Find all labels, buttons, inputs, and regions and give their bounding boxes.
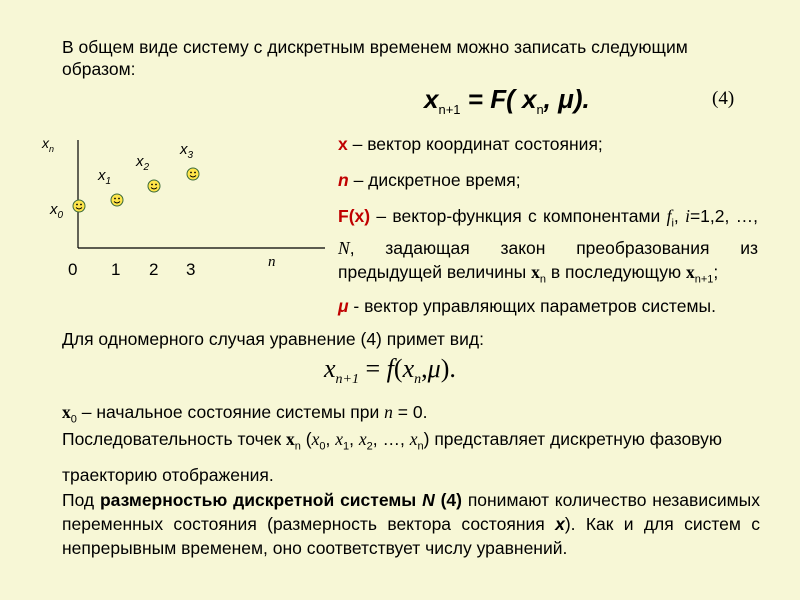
def-F-range: =1,2, …, bbox=[689, 206, 758, 226]
formula-mu: μ bbox=[558, 84, 574, 114]
def-n-text: – дискретное время; bbox=[348, 170, 521, 190]
formula-lhs-var: x bbox=[424, 84, 439, 114]
equation-number: (4) bbox=[712, 88, 735, 109]
tick-2: 2 bbox=[149, 260, 159, 279]
point-label-x3: $x_3$ bbox=[180, 141, 194, 161]
phase-plot bbox=[40, 130, 330, 290]
one-dim-text: Для одномерного случая уравнение (4) примет вид: bbox=[62, 329, 484, 349]
def-F-symbol: F(x) bbox=[338, 206, 371, 226]
point-label-x0: $x_0$ bbox=[50, 201, 64, 221]
one-dim-formula: $x_{n+1} = f(x_n,\mu)$. bbox=[324, 354, 456, 388]
formula-equals: = bbox=[467, 84, 483, 114]
def-x-symbol: x bbox=[338, 134, 348, 154]
x0-line: $x_0$ – начальное состояние системы при n = 0. bbox=[62, 402, 428, 426]
def-F-text2: , задающая закон преобразования из предыдущей величины bbox=[338, 237, 758, 282]
formula-lhs-sub: n+1 bbox=[438, 102, 461, 118]
main-formula bbox=[424, 84, 590, 117]
formula-arg1-var: x bbox=[521, 84, 537, 114]
point-label-x1: $x_1$ bbox=[98, 167, 112, 187]
tick-3: 3 bbox=[186, 260, 196, 279]
dimension-term: размерностью дискретной системы bbox=[99, 490, 417, 510]
def-F-xn: x bbox=[531, 261, 540, 282]
def-mu bbox=[338, 294, 758, 318]
def-mu-text: - вектор управляющих параметров системы. bbox=[348, 296, 716, 316]
sequence-line: Последовательность точек $x_n$ ($x_0$, $x_1$, $x_2$, …, $x_n$) представляет дискретную фазовую траекторию отображения. bbox=[62, 429, 722, 485]
smiley-icon-x1 bbox=[111, 194, 123, 206]
y-axis-label-sub: n bbox=[49, 144, 55, 154]
def-F-fi-sub: i bbox=[671, 217, 674, 230]
def-F-text1: – вектор-функция с компонентами bbox=[370, 206, 667, 226]
intro-text: В общем виде систему с дискретным временем можно записать следующим образом: bbox=[62, 37, 688, 79]
smiley-icon-x0 bbox=[73, 200, 85, 212]
def-n bbox=[338, 168, 758, 192]
def-x bbox=[338, 132, 758, 156]
formula-arg1-sub: n bbox=[536, 102, 544, 118]
point-label-x2: $x_2$ bbox=[136, 153, 150, 173]
tick-0: 0 bbox=[68, 260, 78, 279]
smiley-icon-x3 bbox=[187, 168, 199, 180]
formula-close: ). bbox=[573, 84, 590, 114]
def-F-fi: f bbox=[666, 206, 672, 226]
def-x-text: – вектор координат состояния; bbox=[347, 134, 603, 154]
def-mu-symbol: μ bbox=[338, 296, 349, 316]
formula-sep: , bbox=[543, 84, 551, 114]
tick-1: 1 bbox=[111, 260, 121, 279]
smiley-icon-x2 bbox=[148, 180, 160, 192]
dimension-paragraph: Под размерностью дискретной системы N (4) понимают количество независимых переменных состояния (размерность вектора состояния x). Как и для систем с непрерывным временем, оно соответствует числу уравнений. bbox=[62, 490, 761, 558]
def-F-N: N bbox=[338, 237, 350, 258]
def-F-xn1: x bbox=[685, 261, 695, 282]
x-axis-label: n bbox=[268, 254, 276, 270]
def-F-i: i bbox=[685, 206, 690, 226]
def-n-symbol: n bbox=[338, 170, 349, 190]
formula-func: F( bbox=[490, 84, 515, 114]
y-axis-label: $x_n$ bbox=[42, 135, 55, 154]
def-F: F(x) – вектор-функция с компонентами $f_i$, i=1,2, …, N, задающая закон преобразования из предыдущей величины $x_n$ в последующую $x_{n+1}$; bbox=[338, 206, 758, 285]
